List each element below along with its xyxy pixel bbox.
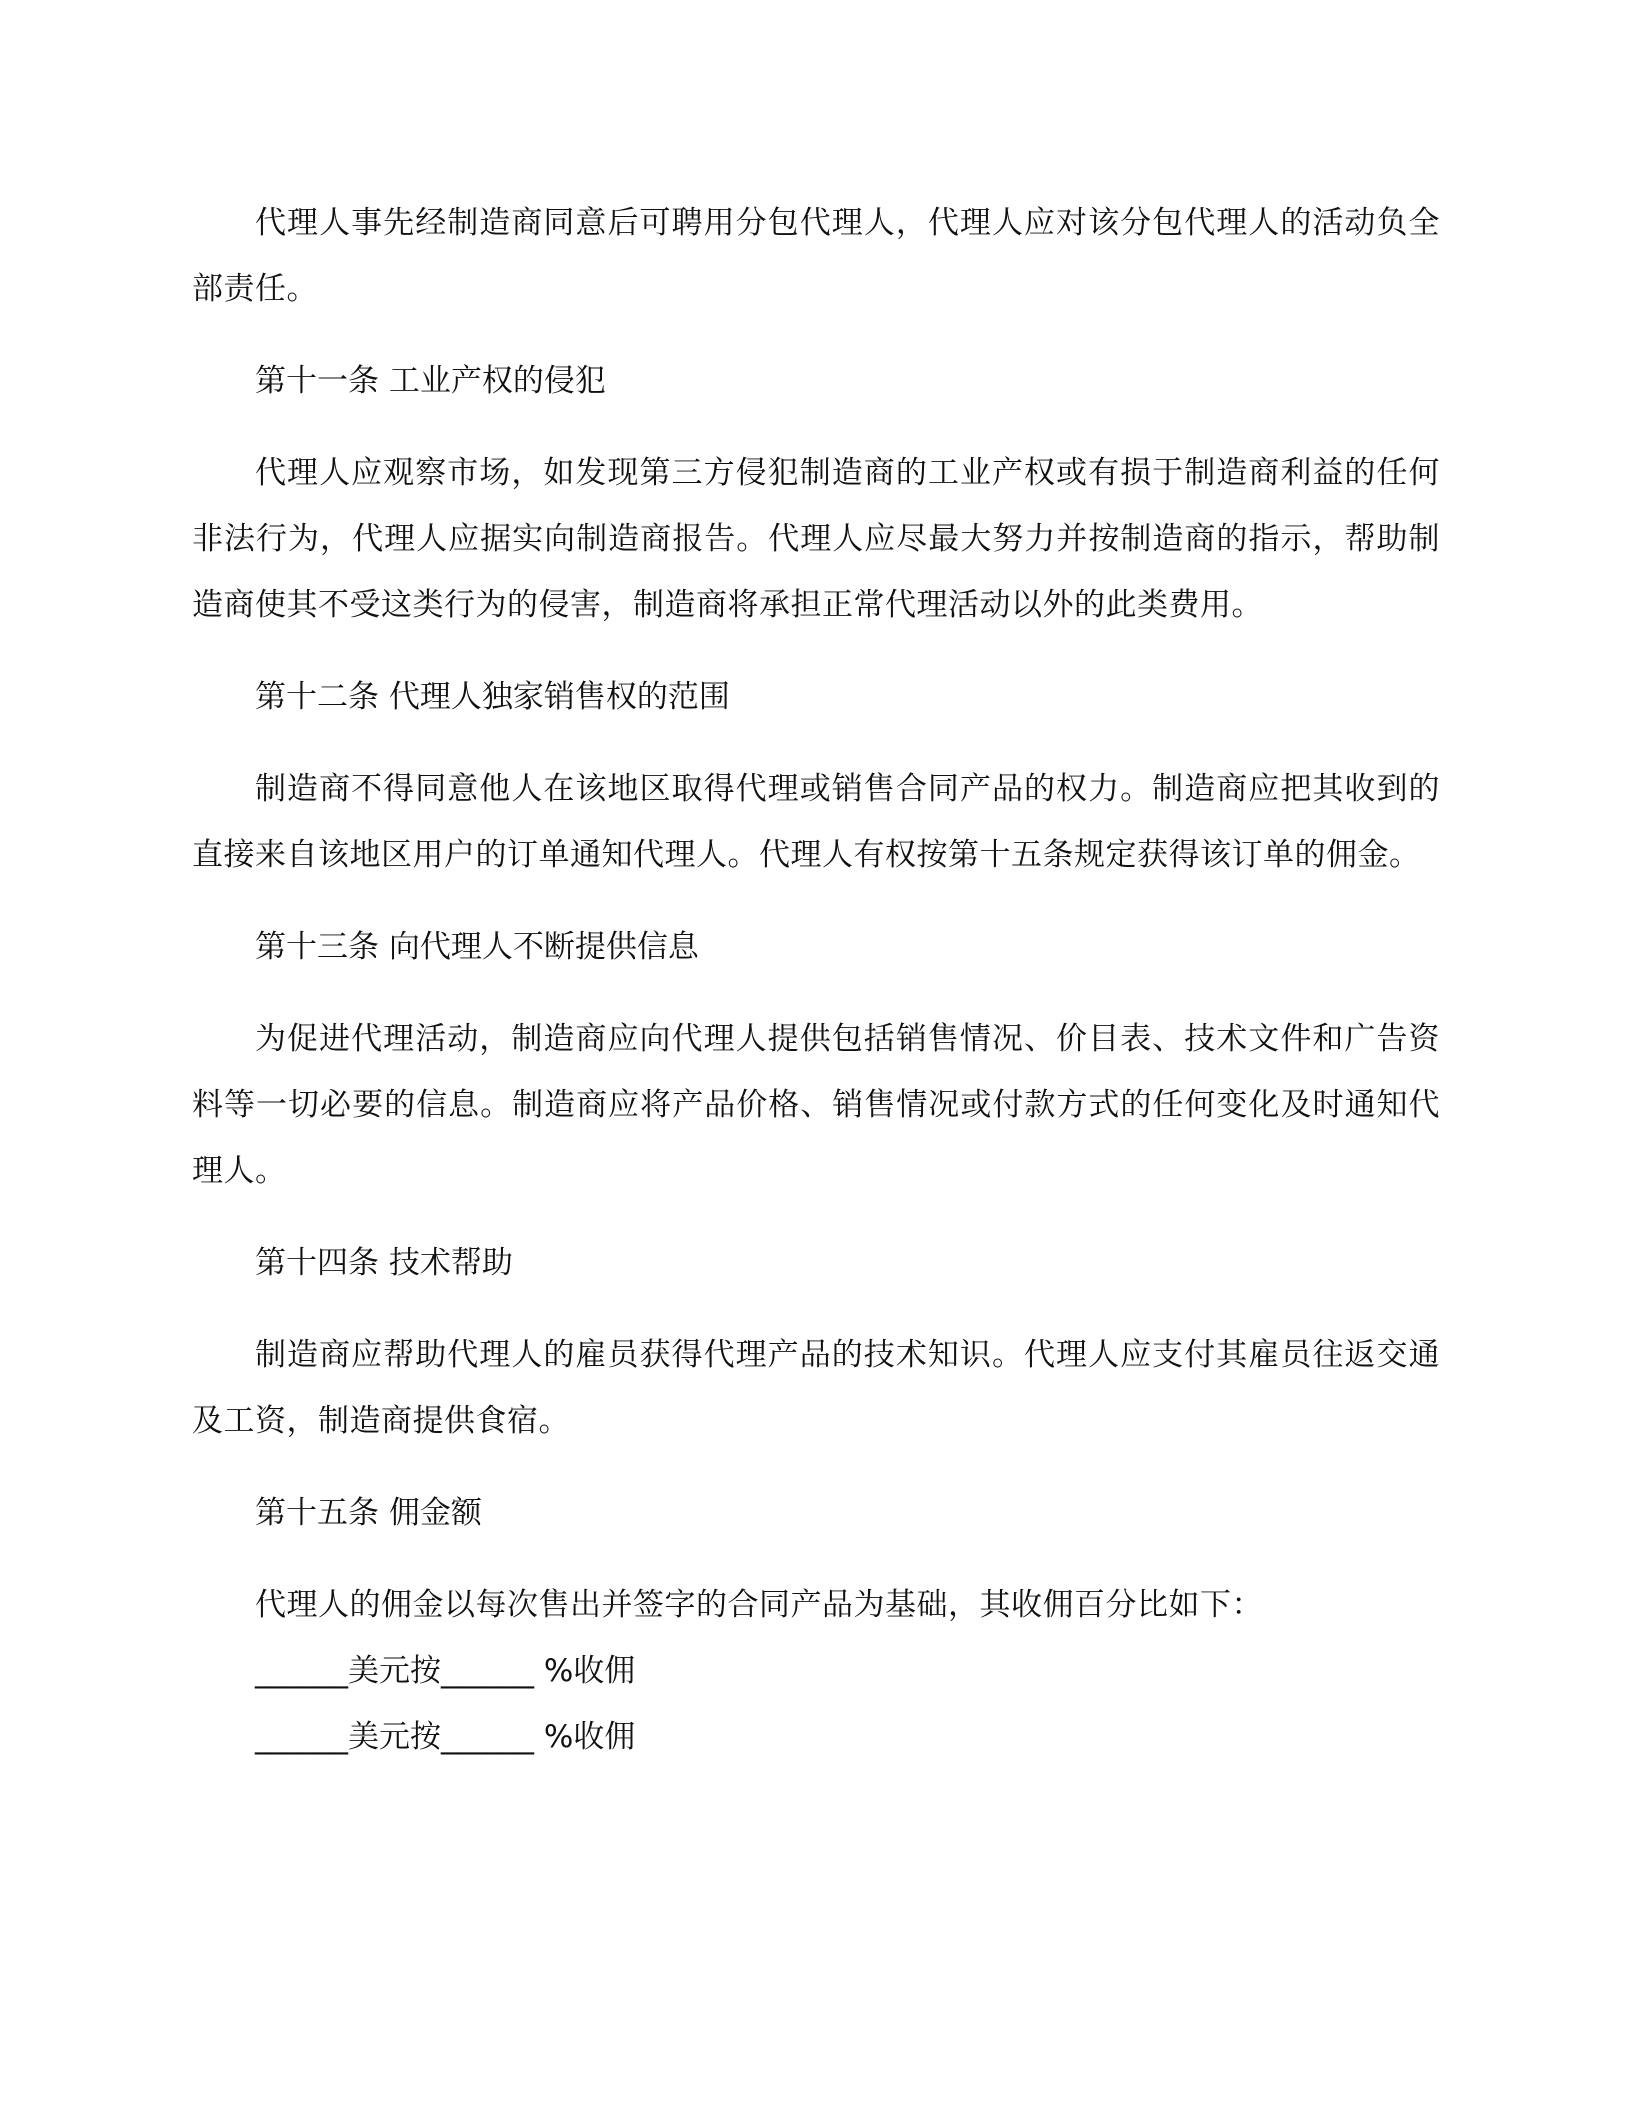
paragraph-exclusive-rights: 制造商不得同意他人在该地区取得代理或销售合同产品的权力。制造商应把其收到的直接来自该地区用户的订单通知代理人。代理人有权按第十五条规定获得该订单的佣金。 [192,771,1440,873]
heading-article-12: 第十二条 代理人独家销售权的范围 [255,679,730,715]
heading-article-11: 第十一条 工业产权的侵犯 [255,363,606,399]
paragraph-commission-basis: 代理人的佣金以每次售出并签字的合同产品为基础，其收佣百分比如下： [255,1587,1263,1623]
heading-article-13: 第十三条 向代理人不断提供信息 [255,929,699,965]
heading-article-15: 第十五条 佣金额 [255,1495,482,1531]
paragraph-subagent: 代理人事先经制造商同意后可聘用分包代理人，代理人应对该分包代理人的活动负全部责任。 [192,205,1440,307]
commission-rate-line-2: ______美元按______ %收佣 [255,1719,636,1755]
paragraph-technical-help: 制造商应帮助代理人的雇员获得代理产品的技术知识。代理人应支付其雇员往返交通及工资，制造商提供食宿。 [192,1337,1440,1439]
heading-article-14: 第十四条 技术帮助 [255,1245,513,1281]
paragraph-information: 为促进代理活动，制造商应向代理人提供包括销售情况、价目表、技术文件和广告资料等一切必要的信息。制造商应将产品价格、销售情况或付款方式的任何变化及时通知代理人。 [192,1021,1440,1189]
document-page [192,190,1440,1770]
commission-rate-line-1: ______美元按______ %收佣 [255,1653,636,1689]
paragraph-industrial-property: 代理人应观察市场，如发现第三方侵犯制造商的工业产权或有损于制造商利益的任何非法行为，代理人应据实向制造商报告。代理人应尽最大努力并按制造商的指示，帮助制造商使其不受这类行为的侵害，制造商将承担正常代理活动以外的此类费用。 [192,455,1440,623]
